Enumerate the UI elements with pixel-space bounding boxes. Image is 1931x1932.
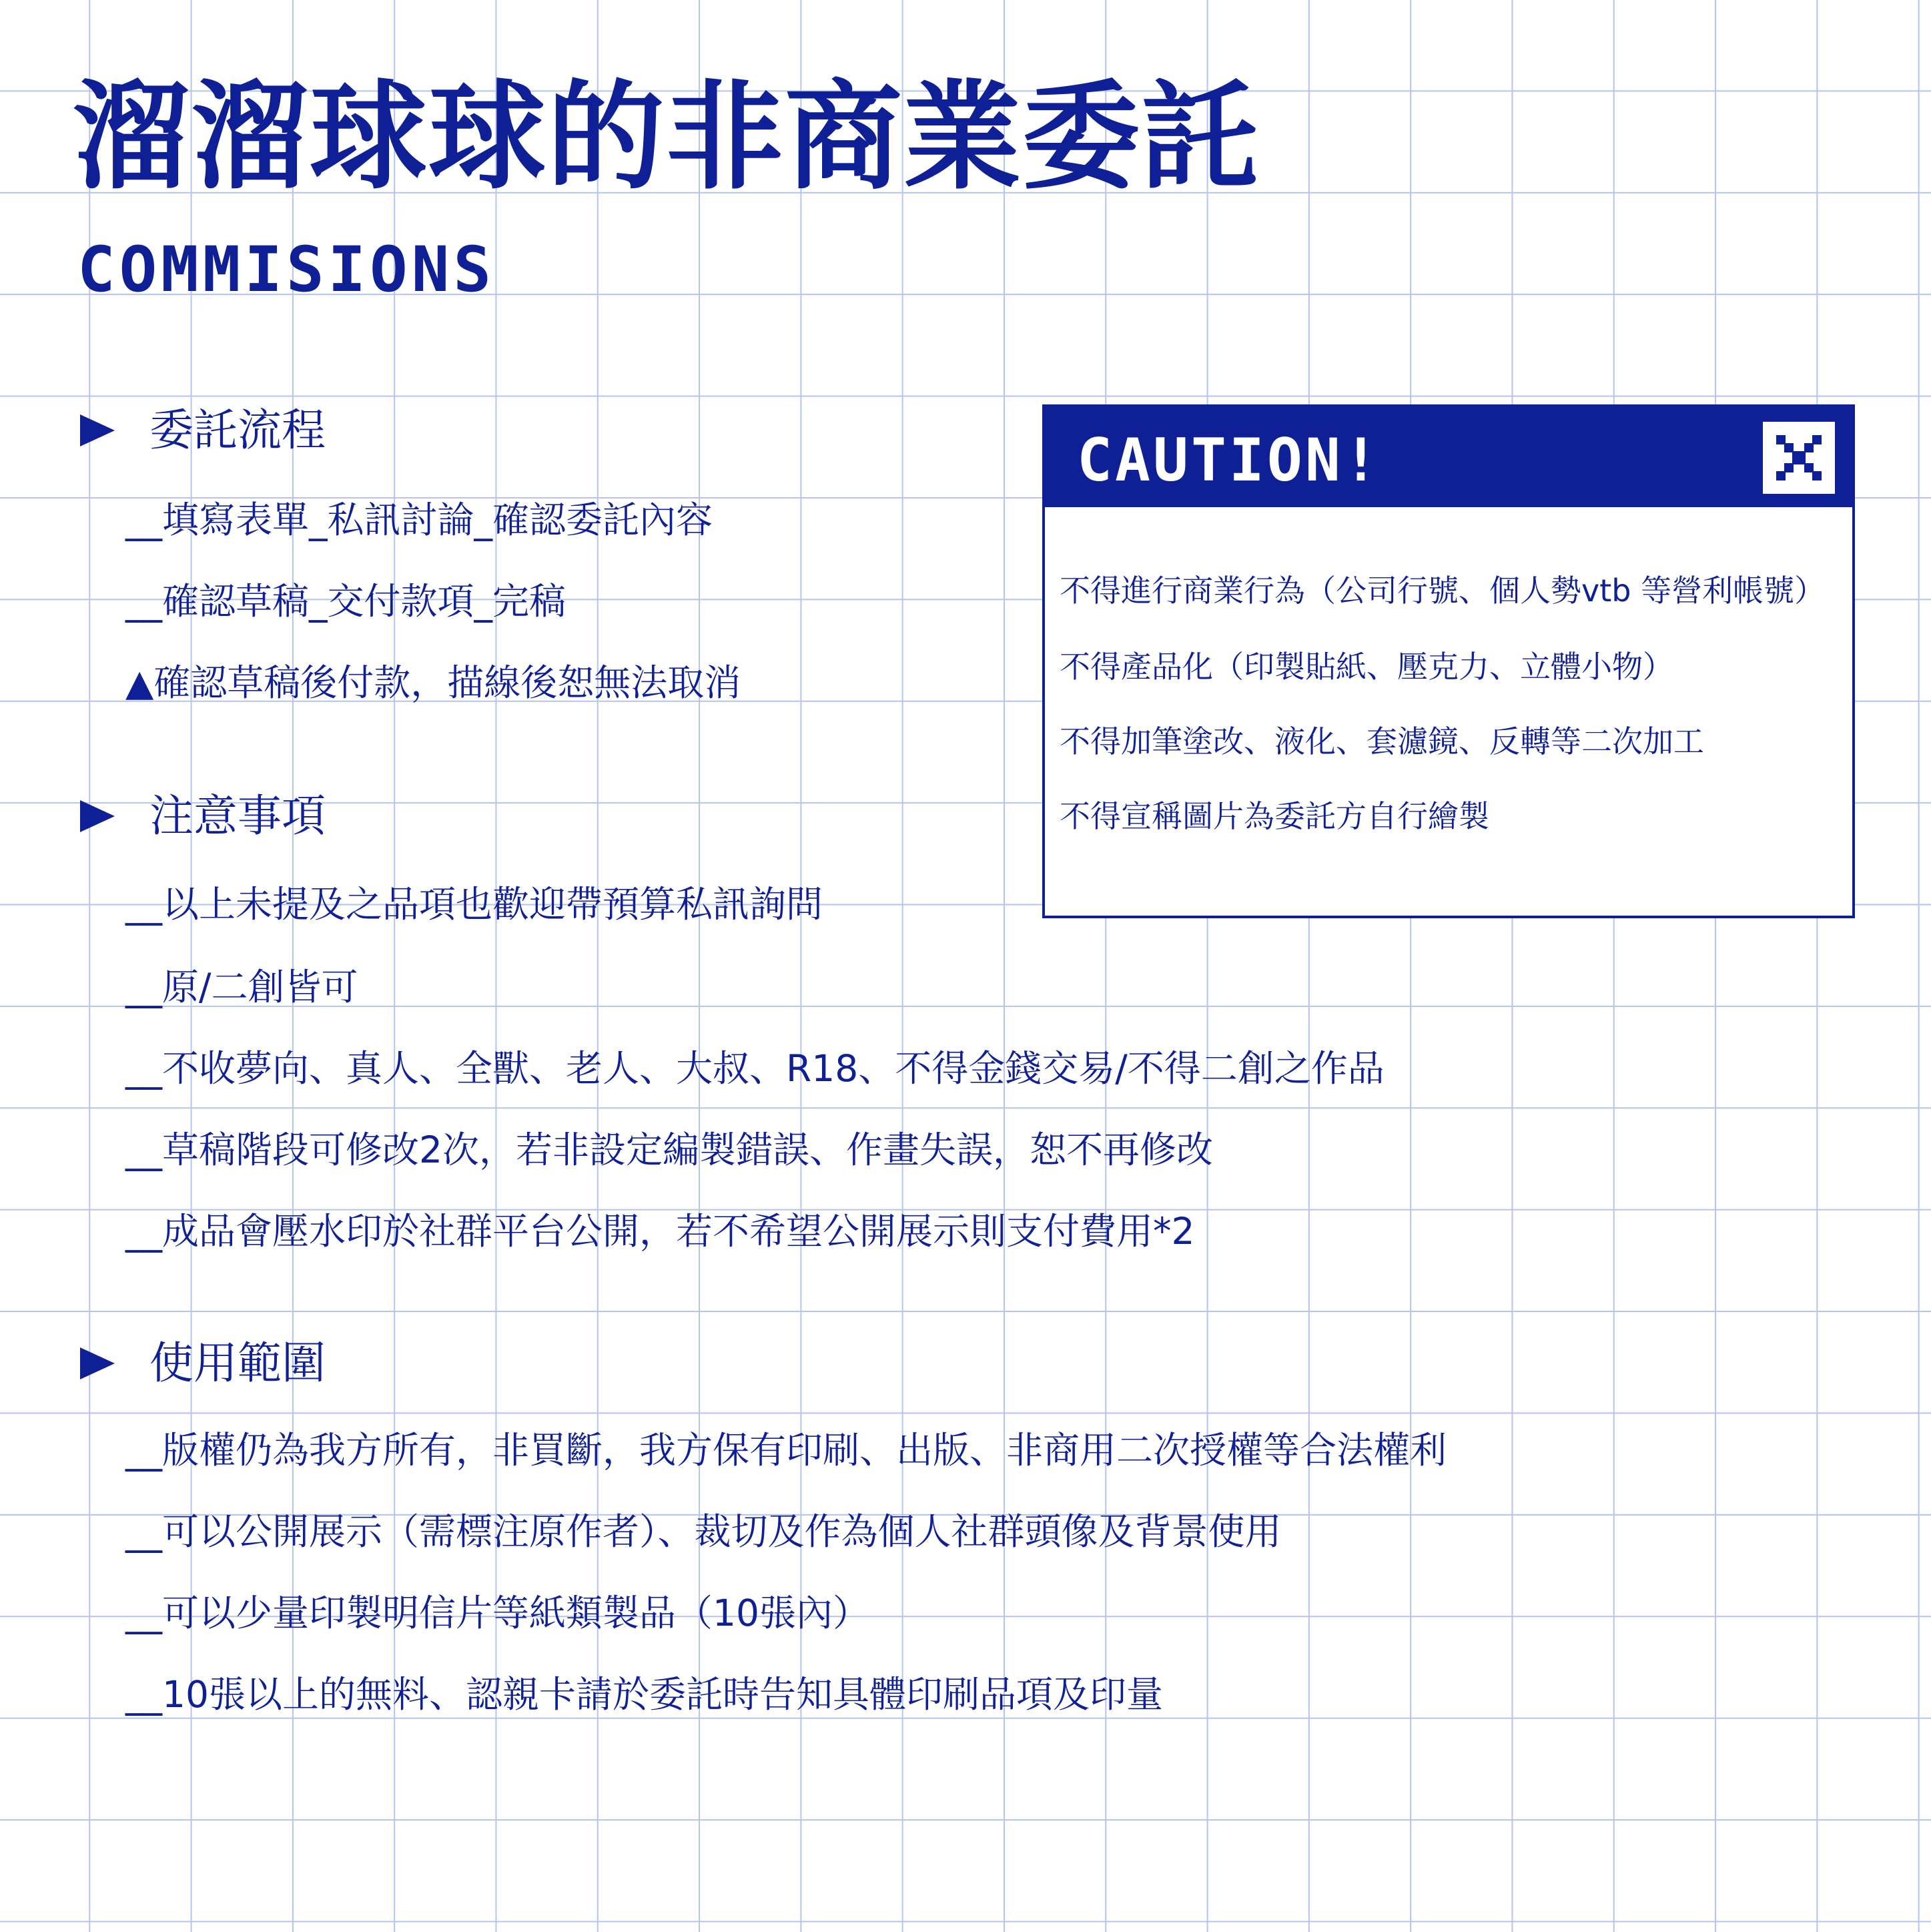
list-item: ▲確認草稿後付款，描線後恕無法取消: [125, 661, 741, 704]
section-heading-label: 使用範圍: [149, 1337, 326, 1389]
close-icon: [1774, 432, 1824, 483]
caution-title-bar: [1045, 407, 1852, 507]
triangle-right-icon: [80, 414, 115, 446]
caution-item: 不得產品化（印製貼紙、壓克力、立體小物）: [1060, 649, 1673, 685]
list-item: __不收夢向、真人、全獸、老人、大叔、R18、不得金錢交易/不得二創之作品: [125, 1047, 1385, 1090]
caution-item: 不得加筆塗改、液化、套濾鏡、反轉等二次加工: [1060, 723, 1704, 759]
list-item: __原/二創皆可: [125, 966, 358, 1008]
list-item: __填寫表單_私訊討論_確認委託內容: [125, 499, 713, 541]
section-heading-usage: [80, 1337, 326, 1389]
caution-window: [1042, 404, 1855, 918]
list-item: __版權仍為我方所有，非買斷，我方保有印刷、出版、非商用二次授權等合法權利: [125, 1429, 1447, 1472]
list-item: __以上未提及之品項也歡迎帶預算私訊詢問: [125, 883, 823, 926]
close-button[interactable]: [1763, 422, 1835, 494]
section-heading-label: 委託流程: [149, 404, 326, 456]
page-title: 溜溜球球的非商業委託: [72, 69, 1260, 206]
section-heading-notes: [80, 790, 326, 842]
list-item: __草稿階段可修改2次，若非設定編製錯誤、作畫失誤，恕不再修改: [125, 1129, 1213, 1171]
triangle-right-icon: [80, 1347, 115, 1379]
list-item: __可以少量印製明信片等紙類製品（10張內）: [125, 1592, 869, 1634]
list-item: __成品會壓水印於社群平台公開，若不希望公開展示則支付費用*2: [125, 1210, 1195, 1253]
caution-title: CAUTION!: [1077, 426, 1381, 495]
triangle-right-icon: [80, 800, 115, 832]
page-subtitle: COMMISIONS: [77, 234, 495, 306]
caution-item: 不得宣稱圖片為委託方自行繪製: [1060, 798, 1489, 834]
list-item: __10張以上的無料、認親卡請於委託時告知具體印刷品項及印量: [125, 1673, 1163, 1716]
caution-item: 不得進行商業行為（公司行號、個人勢vtb 等營利帳號）: [1060, 573, 1826, 609]
section-heading-process: [80, 404, 326, 456]
list-item: __可以公開展示（需標注原作者）、裁切及作為個人社群頭像及背景使用: [125, 1510, 1282, 1553]
section-heading-label: 注意事項: [149, 790, 326, 842]
list-item: __確認草稿_交付款項_完稿: [125, 580, 566, 623]
